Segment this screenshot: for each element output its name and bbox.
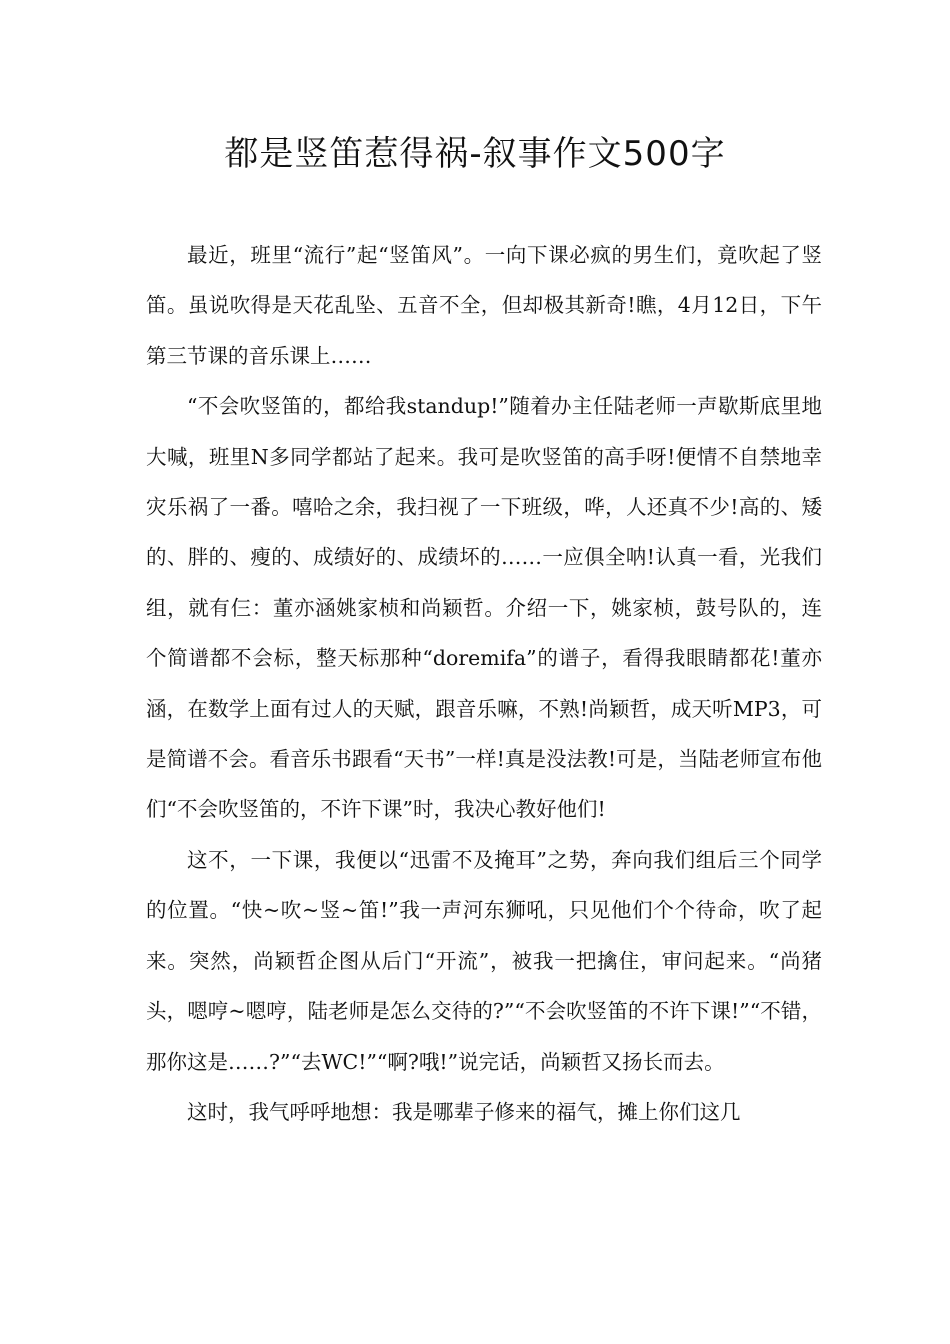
- paragraph-4: 这时，我气呼呼地想：我是哪辈子修来的福气，摊上你们这几: [187, 1099, 741, 1124]
- document-title: 都是竖笛惹得祸-叙事作文500字: [224, 134, 726, 174]
- paragraph-3: 这不，一下课，我便以“迅雷不及掩耳”之势，奔向我们组后三个同学的位置。“快~吹~竖~笛!”我一声河东狮吼，只见他们个个待命，吹了起来。突然，尚颖哲企图从后门“开流”，被我一把擒住，审问起来。“尚猪头，嗯哼~嗯哼，陆老师是怎么交待的?”“不会吹竖笛的不许下课!”“不错，那你这是……?”“去WC!”“啊?哦!”说完话，尚颖哲又扬长而去。: [146, 847, 822, 1074]
- paragraph-1: 最近，班里“流行”起“竖笛风”。一向下课必疯的男生们，竟吹起了竖笛。虽说吹得是天花乱坠、五音不全，但却极其新奇!瞧，4月12日，下午第三节课的音乐课上……: [146, 243, 822, 368]
- document-body: [146, 230, 822, 1137]
- paragraph-2: “不会吹竖笛的，都给我standup!”随着办主任陆老师一声歇斯底里地大喊，班里N多同学都站了起来。我可是吹竖笛的高手呀!便情不自禁地幸灾乐祸了一番。嘻哈之余，我扫视了一下班级，哗，人还真不少!高的、矮的、胖的、瘦的、成绩好的、成绩坏的……一应俱全呐!认真一看，光我们组，就有仨：董亦涵姚家桢和尚颖哲。介绍一下，姚家桢，鼓号队的，连个简谱都不会标，整天标那种“doremifa”的谱子，看得我眼睛都花!董亦涵，在数学上面有过人的天赋，跟音乐嘛，不熟!尚颖哲，成天听MP3，可是简谱不会。看音乐书跟看“天书”一样!真是没法教!可是，当陆老师宣布他们“不会吹竖笛的，不许下课”时，我决心教好他们!: [146, 394, 822, 822]
